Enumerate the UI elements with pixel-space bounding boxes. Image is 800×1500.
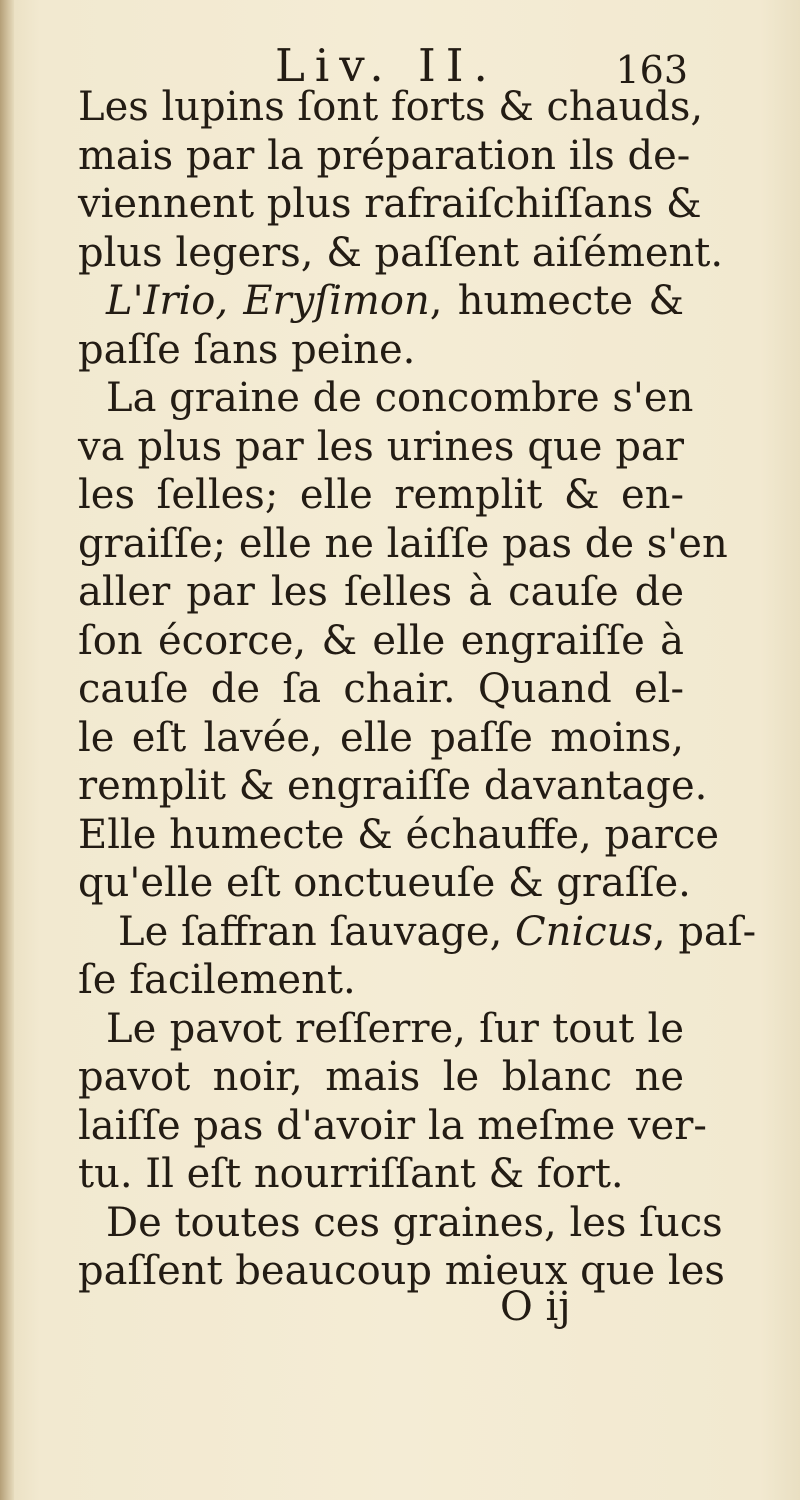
text-body bbox=[78, 83, 757, 1296]
text-line-15: remplit & engraiſſe davantage. bbox=[78, 763, 708, 809]
text-line-22: laiſſe pas d'avoir la meſme ver- bbox=[78, 1102, 707, 1149]
signature-mark: O ij bbox=[500, 1284, 571, 1330]
italic-term: L'Irio, Eryſimon bbox=[106, 278, 430, 324]
text-line-6: paſſe ſans peine. bbox=[78, 326, 416, 373]
text-line-17: qu'elle eſt onctueuſe & graſſe. bbox=[78, 860, 691, 906]
text-line-2: mais par la préparation ils de- bbox=[78, 132, 691, 179]
text-line-4: plus legers, & paſſent aiſément. bbox=[78, 229, 724, 276]
text-line-1: Les lupins ſont forts & chauds, bbox=[78, 84, 704, 130]
text-line-10: graiſſe; elle ne laiſſe pas de s'en bbox=[78, 520, 728, 567]
text-line-7: La graine de concombre s'en bbox=[106, 375, 694, 421]
text-line-16: Elle humecte & échauffe, parce bbox=[78, 811, 720, 858]
text-line-9: les ſelles; elle remplit & en- bbox=[78, 472, 684, 518]
text-line-23: tu. Il eſt nourriſſant & fort. bbox=[78, 1151, 624, 1197]
running-head: Liv. II. bbox=[275, 39, 498, 92]
text-line-13: cauſe de ſa chair. Quand el- bbox=[78, 666, 684, 712]
text-line-12: ſon écorce, & elle engraiſſe à bbox=[78, 617, 684, 664]
book-spine-edge bbox=[0, 0, 14, 1500]
text-line-25: paſſent beaucoup mieux que les bbox=[78, 1248, 725, 1294]
page-number: 163 bbox=[615, 48, 688, 92]
text-line-19: ſe facilement. bbox=[78, 957, 356, 1003]
text-line-3: viennent plus rafraiſchiſſans & bbox=[78, 181, 702, 227]
text-line-11: aller par les ſelles à cauſe de bbox=[78, 569, 684, 615]
text-line-8: va plus par les urines que par bbox=[78, 423, 684, 470]
italic-term: Cnicus bbox=[515, 908, 653, 955]
text-line-14: le eſt lavée, elle paſſe moins, bbox=[78, 714, 684, 761]
text-line-20: Le pavot reſſerre, ſur tout le bbox=[106, 1005, 684, 1052]
text-line-18: Le ſaffran ſauvage, Cnicus, paſ- bbox=[118, 908, 757, 955]
text-line-21: pavot noir, mais le blanc ne bbox=[78, 1054, 684, 1100]
text-line-5: L'Irio, Eryſimon, humecte & bbox=[106, 278, 685, 324]
text-line-24: De toutes ces graines, les ſucs bbox=[106, 1199, 723, 1246]
